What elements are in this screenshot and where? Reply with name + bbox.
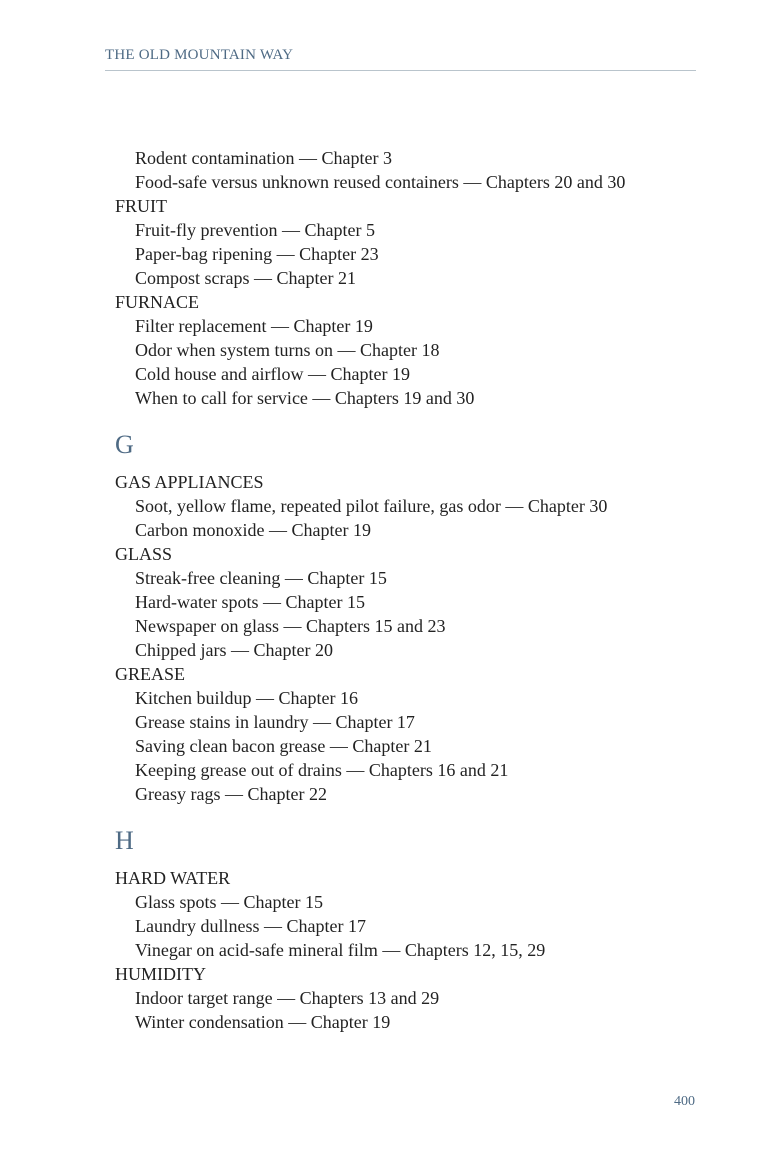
section-letter-h: H xyxy=(115,826,134,855)
index-subentry: Odor when system turns on — Chapter 18 xyxy=(135,340,440,360)
index-body xyxy=(115,146,695,1034)
index-subentry: Chipped jars — Chapter 20 xyxy=(135,640,333,660)
index-subentry: Newspaper on glass — Chapters 15 and 23 xyxy=(135,616,446,636)
index-subentry: Winter condensation — Chapter 19 xyxy=(135,1012,391,1032)
index-subentry: Laundry dullness — Chapter 17 xyxy=(135,916,366,936)
index-subentry: Filter replacement — Chapter 19 xyxy=(135,316,373,336)
index-entry-furnace xyxy=(115,290,695,410)
section-letter-g: G xyxy=(115,430,134,459)
index-subentry: Grease stains in laundry — Chapter 17 xyxy=(135,712,415,732)
index-term: GAS APPLIANCES xyxy=(115,472,264,492)
index-term: HUMIDITY xyxy=(115,964,206,984)
index-subentry: When to call for service — Chapters 19 and 30 xyxy=(135,388,475,408)
index-entry-humidity xyxy=(115,962,695,1034)
index-subentry: Cold house and airflow — Chapter 19 xyxy=(135,364,410,384)
index-entry-hard-water xyxy=(115,866,695,962)
continued-entry xyxy=(115,146,695,194)
index-subentry: Carbon monoxide — Chapter 19 xyxy=(135,520,371,540)
index-entry-grease xyxy=(115,662,695,806)
index-subentry: Soot, yellow flame, repeated pilot failure, gas odor — Chapter 30 xyxy=(135,496,608,516)
index-subentry: Rodent contamination — Chapter 3 xyxy=(135,148,392,168)
index-subentry: Compost scraps — Chapter 21 xyxy=(135,268,356,288)
index-subentry: Saving clean bacon grease — Chapter 21 xyxy=(135,736,432,756)
index-subentry: Glass spots — Chapter 15 xyxy=(135,892,323,912)
index-entry-gas-appliances xyxy=(115,470,695,542)
index-term: HARD WATER xyxy=(115,868,231,888)
index-subentry: Hard-water spots — Chapter 15 xyxy=(135,592,365,612)
index-entry-glass xyxy=(115,542,695,662)
index-subentry: Paper-bag ripening — Chapter 23 xyxy=(135,244,379,264)
index-term: GREASE xyxy=(115,664,186,684)
index-subentry: Fruit-fly prevention — Chapter 5 xyxy=(135,220,375,240)
running-header xyxy=(105,45,696,71)
index-subentry: Greasy rags — Chapter 22 xyxy=(135,784,327,804)
index-subentry: Kitchen buildup — Chapter 16 xyxy=(135,688,358,708)
index-term: FRUIT xyxy=(115,196,168,216)
index-subentry: Indoor target range — Chapters 13 and 29 xyxy=(135,988,440,1008)
index-term: GLASS xyxy=(115,544,173,564)
index-subentry: Vinegar on acid-safe mineral film — Chapters 12, 15, 29 xyxy=(135,940,546,960)
index-subentry: Streak-free cleaning — Chapter 15 xyxy=(135,568,387,588)
index-entry-fruit xyxy=(115,194,695,290)
index-subentry: Food-safe versus unknown reused containers — Chapters 20 and 30 xyxy=(135,172,626,192)
page-number: 400 xyxy=(674,1094,695,1109)
running-title: THE OLD MOUNTAIN WAY xyxy=(105,47,294,63)
index-subentry: Keeping grease out of drains — Chapters 16 and 21 xyxy=(135,760,509,780)
index-term: FURNACE xyxy=(115,292,200,312)
